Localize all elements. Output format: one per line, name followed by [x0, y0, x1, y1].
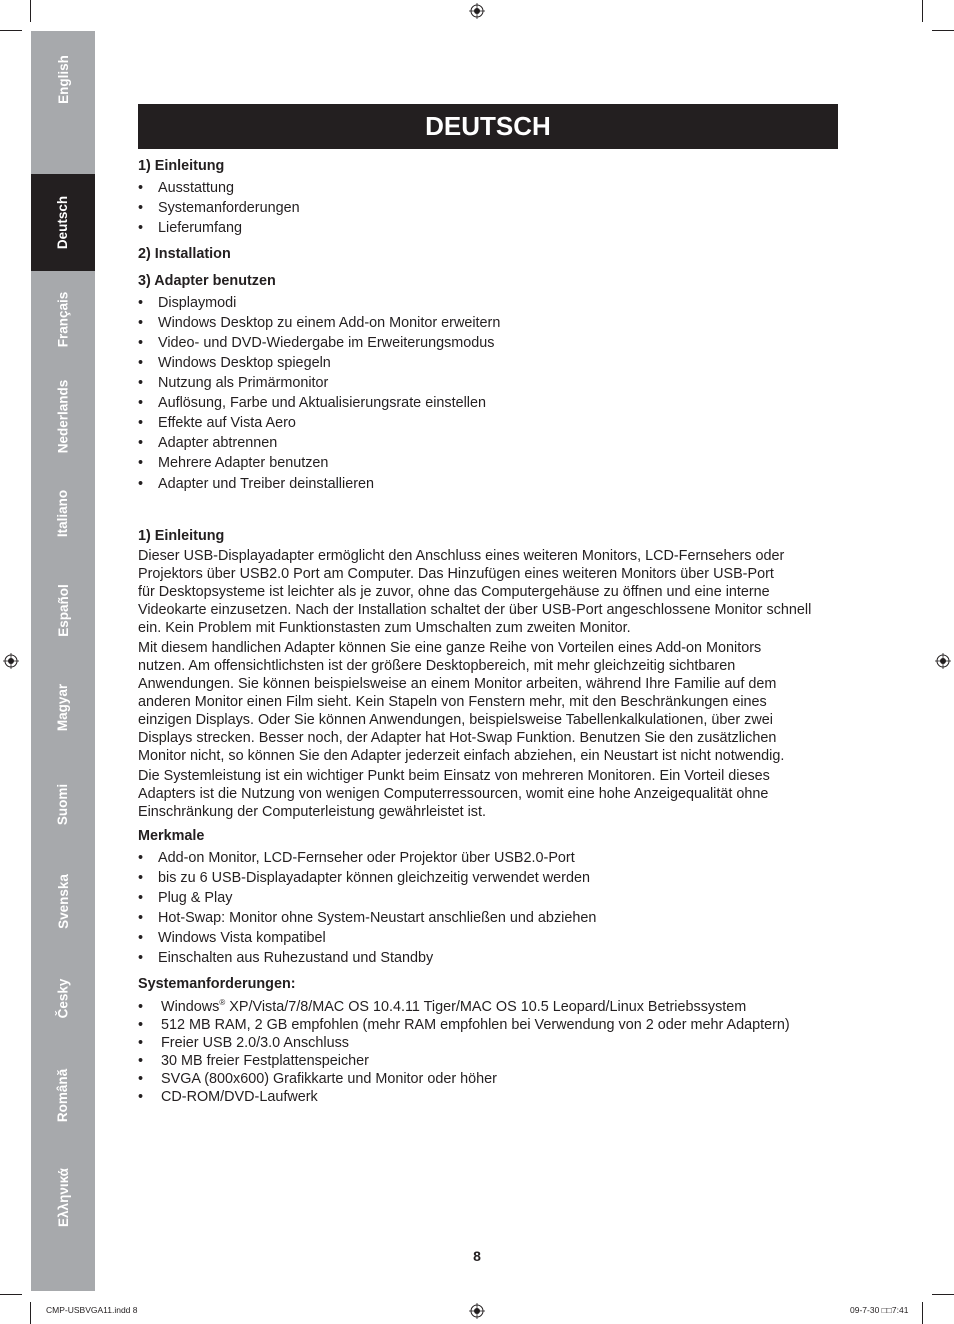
registration-mark-icon: [469, 3, 485, 19]
list-item: • Freier USB 2.0/3.0 Anschluss: [138, 1034, 843, 1052]
os-list: XP/Vista/7/8/MAC OS 10.4.11 Tiger/MAC OS 10.5 Leopard/Linux Betriebssystem: [225, 999, 747, 1015]
lang-tab-label: Svenska: [55, 874, 71, 929]
registration-mark-icon: [935, 653, 951, 669]
sysreq-heading: Systemanforderungen:: [138, 976, 296, 992]
registration-mark-icon: [469, 1303, 485, 1319]
list-item: • Auflösung, Farbe und Aktualisierungsrate einstellen: [138, 393, 843, 413]
text-line: Adapters ist die Nutzung von wenigen Computerressourcen, womit eine hohe Anzeigequalität ohne: [138, 786, 769, 802]
text-line: Projektors über USB2.0 Port am Computer. Das Hinzufügen eines weiteren Monitors über USB-Port: [138, 566, 774, 582]
lang-tab-label: Deutsch: [55, 195, 71, 250]
intro-paragraph-1: [138, 547, 843, 637]
list-item: • Video- und DVD-Wiedergabe im Erweiterungsmodus: [138, 333, 843, 353]
text-line: nutzen. Am offensichtlichsten ist der größere Desktopbereich, mit mehr gleichzeitig sichtbaren: [138, 658, 736, 674]
text-line: Anwendungen. Sie können beispielsweise an einem Monitor arbeiten, während Ihre Familie auf dem: [138, 676, 777, 692]
lang-tab-francais[interactable]: [31, 271, 95, 368]
lang-tab-label: English: [55, 54, 71, 104]
list-item: • Ausstattung: [138, 178, 843, 198]
page-number: 8: [473, 1248, 481, 1264]
intro-paragraph-3: [138, 767, 843, 821]
list-item: • Einschalten aus Ruhezustand und Standby: [138, 948, 843, 968]
text-line: Displays strecken. Besser noch, der Adapter hat Hot-Swap Funktion. Benutzen Sie den zusätzlichen: [138, 730, 777, 746]
lang-tab-label: Français: [55, 291, 71, 348]
list-item: • Displaymodi: [138, 293, 843, 313]
language-sidebar: [31, 31, 95, 1291]
list-item: • Plug & Play: [138, 888, 843, 908]
lang-tab-english[interactable]: [31, 31, 95, 127]
list-item: • 512 MB RAM, 2 GB empfohlen (mehr RAM empfohlen bei Verwendung von 2 oder mehr Adaptern): [138, 1016, 843, 1034]
list-item: • Nutzung als Primärmonitor: [138, 373, 843, 393]
footer-timestamp: 09-7-30 □□7:41: [850, 1305, 909, 1315]
list-item: • Windows Vista kompatibel: [138, 928, 843, 948]
features-heading: Merkmale: [138, 828, 205, 844]
lang-tab-deutsch[interactable]: [31, 174, 95, 271]
features-list: [138, 848, 843, 968]
crop-mark: [932, 1294, 954, 1295]
section-banner: DEUTSCH: [138, 104, 838, 149]
sysreq-list: [138, 998, 843, 1106]
text-line: Die Systemleistung ist ein wichtiger Punkt beim Einsatz von mehreren Monitoren. Ein Vorteil dieses: [138, 768, 770, 784]
lang-tab-espanol[interactable]: [31, 562, 95, 659]
crop-mark: [30, 1302, 31, 1324]
lang-tab-italiano[interactable]: [31, 465, 95, 562]
lang-tab-label: Ελληνικά: [55, 1168, 71, 1227]
list-item: • Systemanforderungen: [138, 198, 843, 218]
list-item: • Adapter abtrennen: [138, 433, 843, 453]
list-item: • bis zu 6 USB-Displayadapter können gleichzeitig verwendet werden: [138, 868, 843, 888]
lang-tab-label: Česky: [55, 978, 71, 1019]
text-line: Videokarte einzusetzen. Nach der Installation schaltet der über USB-Port angeschlossene Monitor schnell: [138, 602, 812, 618]
lang-tab-label: Suomi: [55, 783, 71, 826]
list-item: • SVGA (800x600) Grafikkarte und Monitor oder höher: [138, 1070, 843, 1088]
lang-tab-nederlands[interactable]: [31, 368, 95, 465]
list-item: • Adapter und Treiber deinstallieren: [138, 474, 843, 494]
list-item: • Windows Desktop spiegeln: [138, 353, 843, 373]
list-item: • Hot-Swap: Monitor ohne System-Neustart anschließen und abziehen: [138, 908, 843, 928]
registration-mark-icon: [3, 653, 19, 669]
list-item: [138, 998, 843, 1016]
toc-heading-1: 1) Einleitung: [138, 158, 225, 174]
lang-tab-label: Italiano: [55, 489, 71, 538]
lang-tab-label: Español: [55, 584, 71, 637]
lang-tab-label: Magyar: [55, 683, 71, 732]
text-line: Mit diesem handlichen Adapter können Sie eine ganze Reihe von Vorteilen eines Add-on Monitors: [138, 640, 762, 656]
list-item: • Windows Desktop zu einem Add-on Monitor erweitern: [138, 313, 843, 333]
toc-heading-3: 3) Adapter benutzen: [138, 273, 276, 289]
crop-mark: [0, 30, 22, 31]
toc-list-3: [138, 293, 843, 494]
list-item: • 30 MB freier Festplattenspeicher: [138, 1052, 843, 1070]
intro-heading: 1) Einleitung: [138, 528, 225, 544]
text-line: anderen Monitor einen Film sieht. Kein Stapeln von Fenstern mehr, mit den Beschränkungen eines: [138, 694, 767, 710]
text-line: ein. Kein Problem mit Funktionstasten zum Umschalten zum zweiten Monitor.: [138, 620, 631, 636]
crop-mark: [932, 30, 954, 31]
list-item: • Add-on Monitor, LCD-Fernseher oder Projektor über USB2.0-Port: [138, 848, 843, 868]
list-item: • Lieferumfang: [138, 218, 843, 238]
footer-file-name: CMP-USBVGA11.indd 8: [46, 1305, 138, 1315]
lang-tab-label: Nederlands: [55, 379, 71, 454]
crop-mark: [30, 0, 31, 22]
lang-tab-ellinika[interactable]: [31, 1149, 95, 1246]
text-line: einzigen Displays. Oder Sie können Anwendungen, beispielsweise Tabellenkalkulationen, über zwei: [138, 712, 773, 728]
lang-tab-svenska[interactable]: [31, 853, 95, 950]
text-line: Einschränkung der Computerleistung gewährleistet ist.: [138, 804, 486, 820]
text-line: Dieser USB-Displayadapter ermöglicht den Anschluss eines weiteren Monitors, LCD-Fernsehers oder: [138, 548, 785, 564]
lang-tab-magyar[interactable]: [31, 659, 95, 756]
crop-mark: [0, 1294, 22, 1295]
toc-list-1: [138, 178, 843, 238]
list-item: • CD-ROM/DVD-Laufwerk: [138, 1088, 843, 1106]
list-item: • Effekte auf Vista Aero: [138, 413, 843, 433]
page-content: [138, 156, 843, 1106]
registered-mark: ®: [219, 998, 226, 1008]
lang-tab-romana[interactable]: [31, 1047, 95, 1144]
list-item: • Mehrere Adapter benutzen: [138, 453, 843, 473]
lang-tab-label: Română: [55, 1068, 71, 1123]
intro-paragraph-2: [138, 639, 843, 765]
lang-tab-cesky[interactable]: [31, 950, 95, 1047]
lang-tab-suomi[interactable]: [31, 756, 95, 853]
crop-mark: [922, 0, 923, 22]
os-prefix: Windows: [161, 999, 220, 1015]
text-line: Monitor nicht, so können Sie den Adapter jederzeit einfach abziehen, ein Neustart ist nicht notwendig.: [138, 748, 785, 764]
text-line: für Desktopsysteme ist leichter als je zuvor, ohne das Computergehäuse zu öffnen und eine interne: [138, 584, 770, 600]
toc-heading-2: 2) Installation: [138, 246, 231, 262]
crop-mark: [922, 1302, 923, 1324]
